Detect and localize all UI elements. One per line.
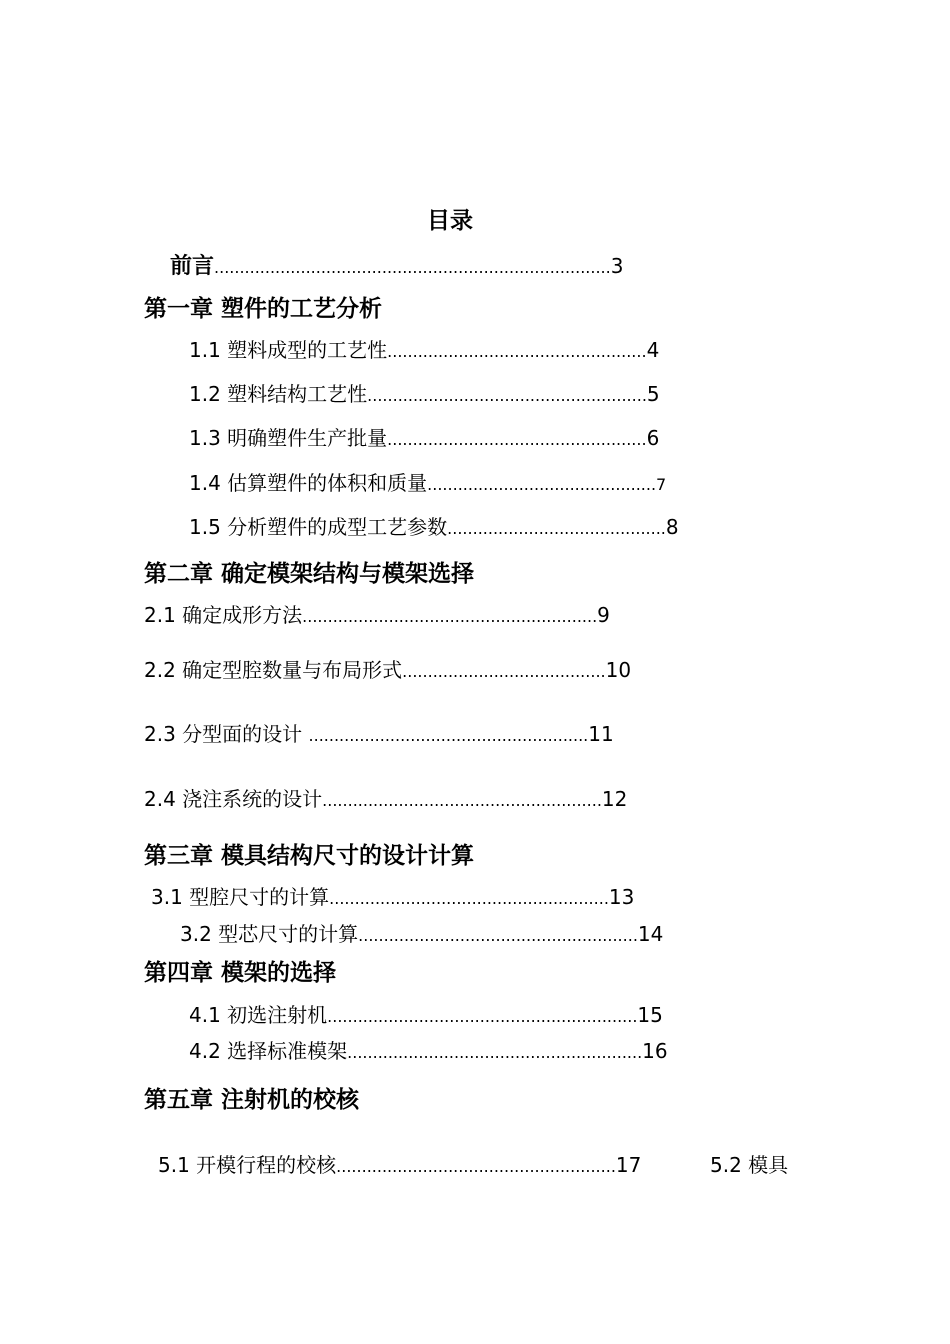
toc-entry-text: 1.3 明确塑件生产批量 [189,426,388,450]
toc-entry-3-2[interactable] [180,920,663,950]
toc-entry-text: 1.5 分析塑件的成型工艺参数 [189,515,448,539]
toc-leader-dots: ....................................................... [308,726,589,745]
toc-entry-2-2[interactable] [144,656,631,686]
toc-page-number: 16 [642,1039,668,1063]
toc-leader-dots: ....................................................... [329,889,609,908]
toc-entry-text: 2.1 确定成形方法 [144,603,303,627]
toc-entry-1-3[interactable] [189,424,659,454]
toc-page-number: 5 [646,382,660,406]
toc-page-number: 4 [646,338,660,362]
toc-entry-2-3[interactable] [144,720,614,750]
toc-entry-3-1[interactable] [151,883,634,913]
toc-entry-2-1[interactable] [144,601,610,631]
toc-entry-1-1[interactable] [189,336,659,366]
toc-entry-text: 2.4 浇注系统的设计 [144,787,323,811]
toc-entry-text: 4.2 选择标准模架 [189,1039,348,1063]
toc-leader-dots: ....................................................... [336,1157,616,1176]
toc-page-number: 13 [608,885,635,909]
toc-leader-dots: .............................................................................. [214,258,611,277]
toc-entry-text: 前言 [170,254,215,279]
toc-entry-4-2[interactable] [189,1037,668,1067]
toc-page-number: 7 [656,475,667,494]
toc-leader-dots: ....................................................... [367,386,647,405]
toc-entry-preface[interactable] [170,252,623,282]
toc-entry-2-4[interactable] [144,785,627,815]
toc-leader-dots: ........................................ [402,662,606,681]
chapter-1-heading[interactable]: 第一章 塑件的工艺分析 [144,296,383,322]
toc-leader-dots: ....................................................... [358,926,638,945]
toc-entry-text: 3.1 型腔尺寸的计算 [151,885,330,909]
toc-title: 目录 [427,208,473,234]
toc-entry-text: 1.2 塑料结构工艺性 [189,382,368,406]
toc-leader-dots: ................................................... [387,430,647,449]
toc-entry-1-2[interactable] [189,380,660,410]
chapter-3-heading[interactable]: 第三章 模具结构尺寸的设计计算 [144,843,475,869]
toc-entry-text: 2.3 分型面的设计 [144,722,309,746]
toc-page-number: 10 [605,658,632,682]
toc-leader-dots: ............................................. [427,475,657,494]
toc-leader-dots: ................................................... [387,342,647,361]
toc-page-number: 8 [665,515,679,539]
toc-entry-5-1[interactable] [158,1151,641,1181]
toc-page-number: 6 [646,426,660,450]
toc-page-number: 12 [601,787,628,811]
toc-leader-dots: ............................................................. [327,1007,638,1026]
chapter-4-heading[interactable]: 第四章 模架的选择 [144,960,337,986]
toc-entry-1-5[interactable] [189,513,679,543]
chapter-5-heading[interactable]: 第五章 注射机的校核 [144,1087,360,1113]
chapter-2-heading[interactable]: 第二章 确定模架结构与模架选择 [144,561,475,587]
toc-page-number: 11 [588,722,614,746]
toc-page-number: 9 [597,603,610,627]
toc-entry-text: 4.1 初选注射机 [189,1003,328,1027]
toc-entry-1-4[interactable] [189,469,666,499]
toc-page-number: 15 [637,1003,663,1027]
toc-leader-dots: ........................................... [447,519,666,538]
toc-leader-dots: ....................................................... [322,791,602,810]
toc-page-number: 3 [610,254,624,278]
toc-entry-4-1[interactable] [189,1001,663,1031]
toc-entry-text: 2.2 确定型腔数量与布局形式 [144,658,403,682]
toc-leader-dots: .......................................................... [302,607,598,626]
toc-page-number: 14 [637,922,664,946]
toc-entry-text: 5.1 开模行程的校核 [158,1153,337,1177]
toc-leader-dots: .......................................................... [347,1043,643,1062]
toc-entry-text: 1.4 估算塑件的体积和质量 [189,471,428,495]
toc-entry-5-2-partial[interactable]: 5.2 模具 [710,1153,789,1177]
toc-entry-text: 3.2 型芯尺寸的计算 [180,922,359,946]
toc-page-number: 17 [615,1153,642,1177]
toc-entry-text: 1.1 塑料成型的工艺性 [189,338,388,362]
